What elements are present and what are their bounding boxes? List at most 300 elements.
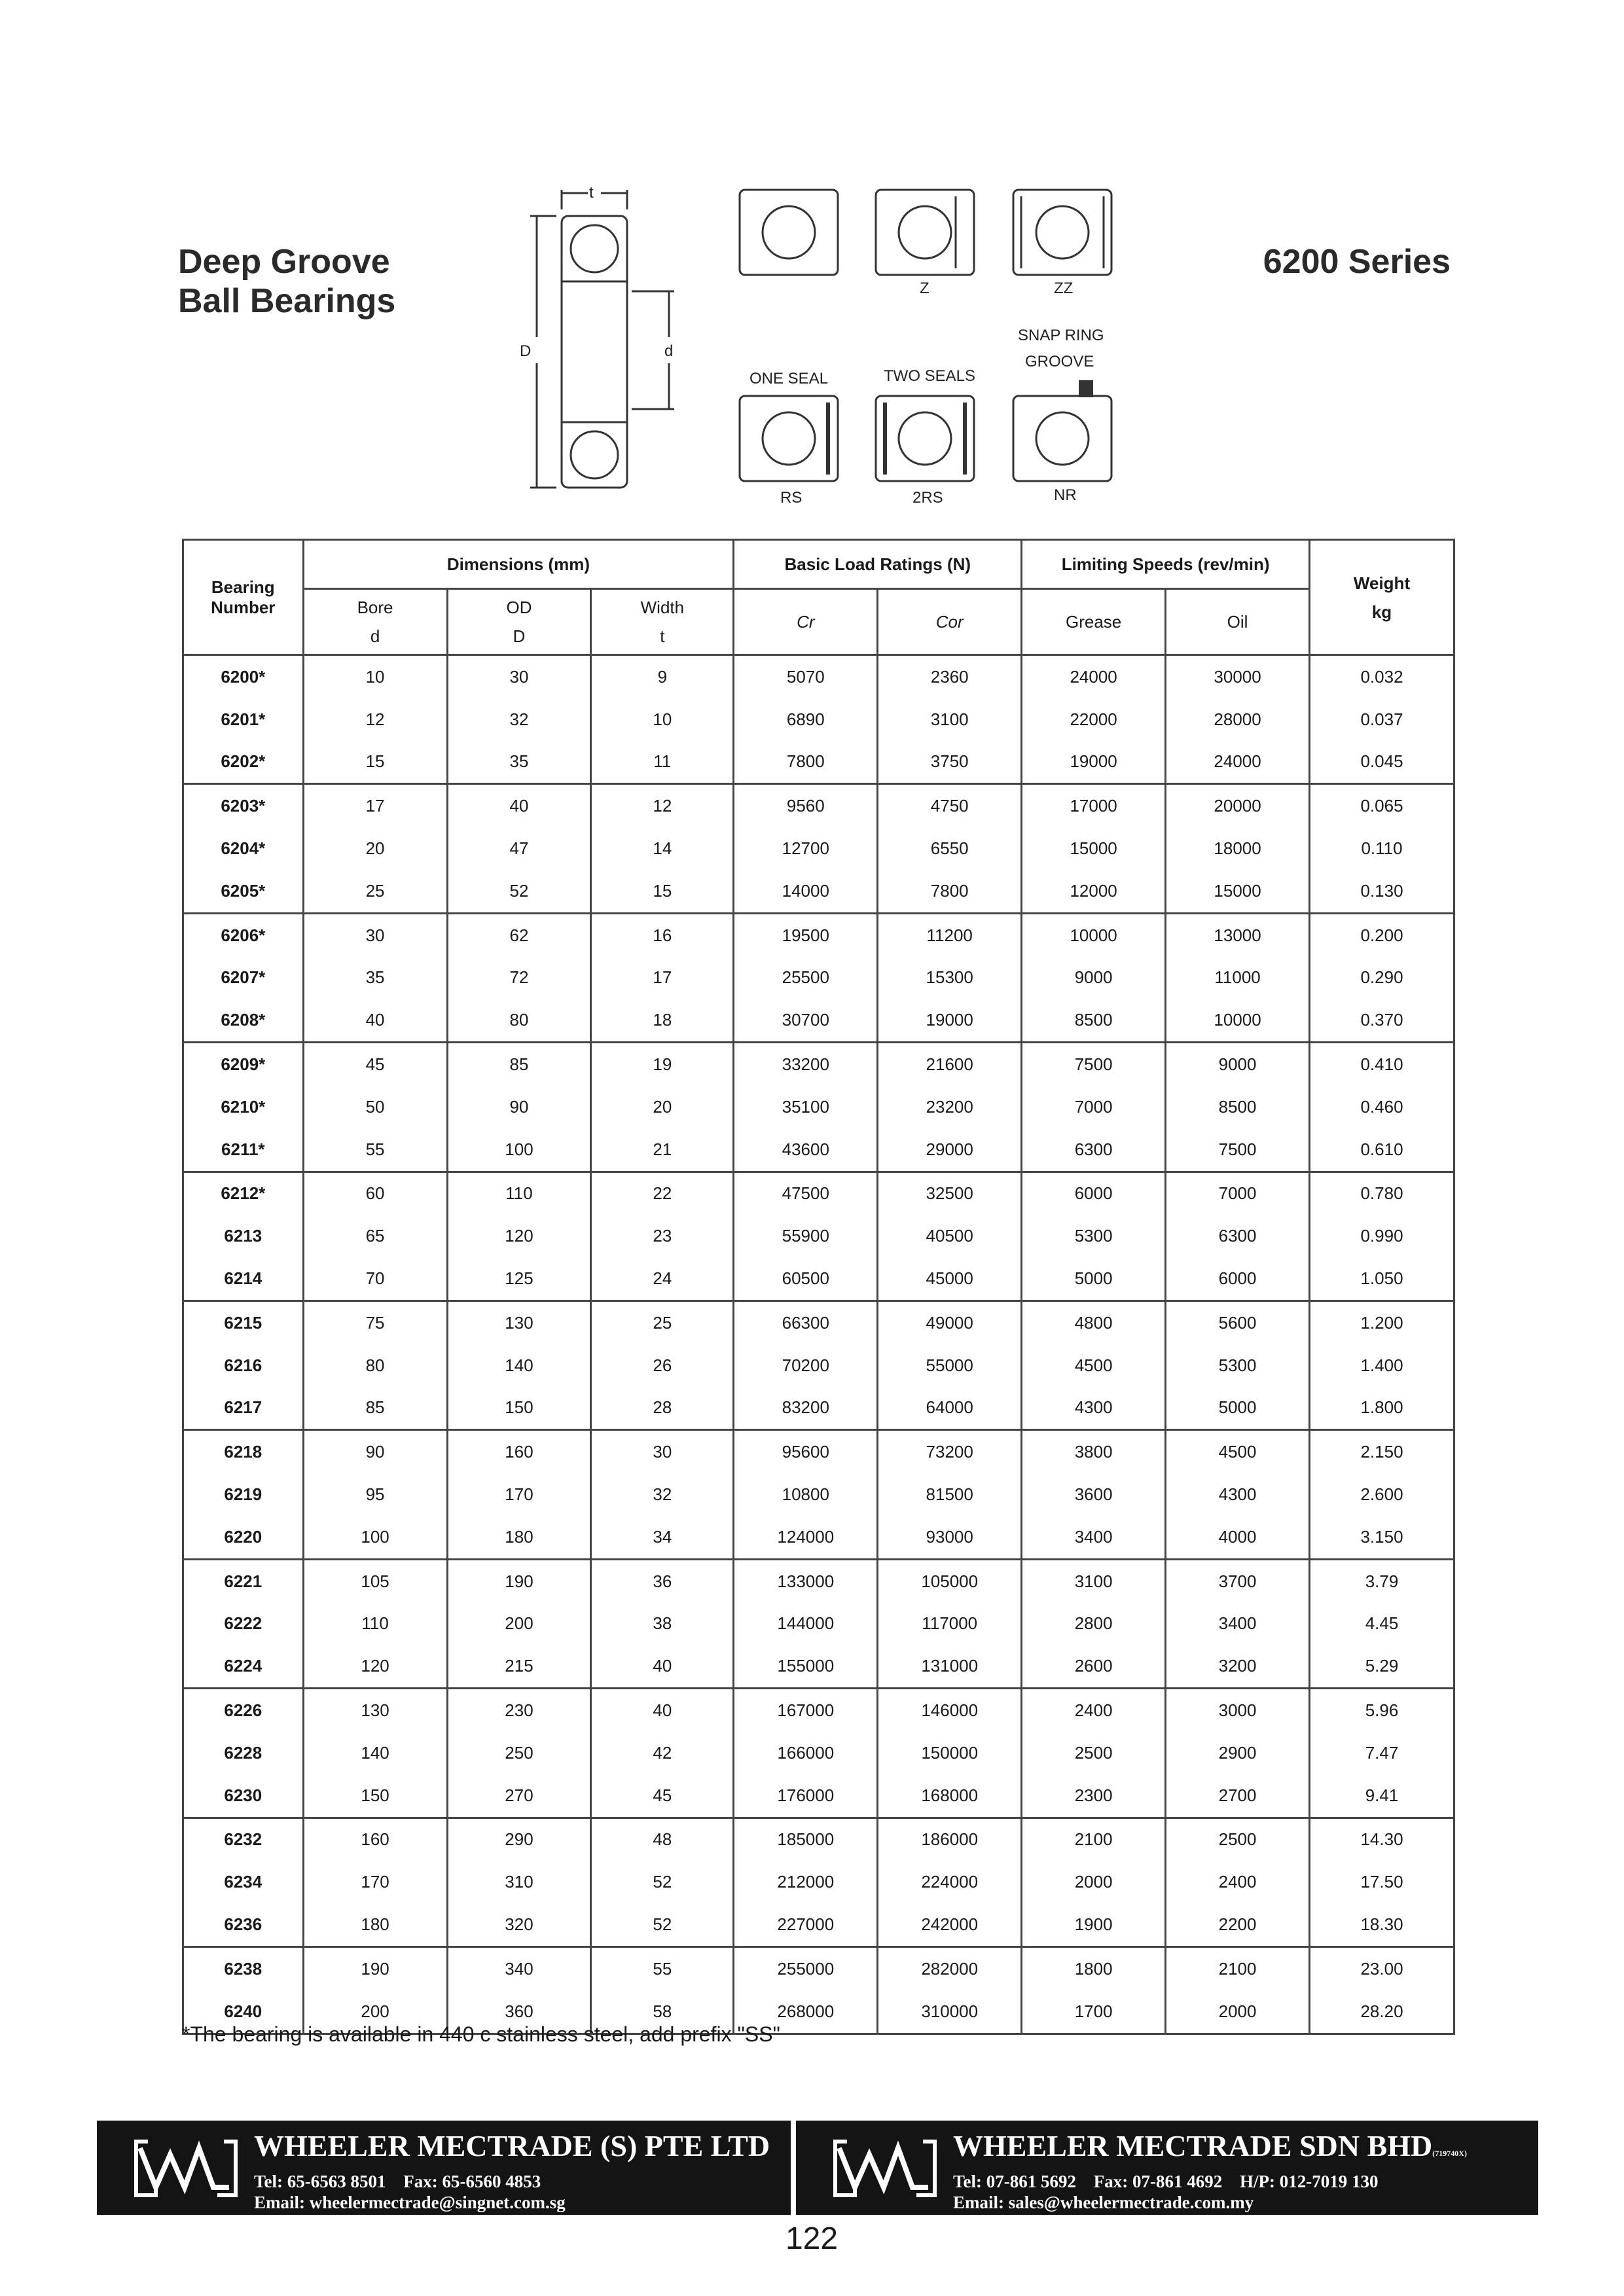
table-row [183, 827, 1454, 870]
upper-ball [571, 225, 618, 272]
cell-bore: 15 [303, 741, 447, 784]
page-title [178, 242, 395, 321]
cell-oil: 13000 [1166, 913, 1310, 956]
hp-my: H/P: 012-7019 130 [1239, 2172, 1379, 2191]
table-row [183, 1430, 1454, 1473]
cell-num: 6205* [183, 870, 304, 913]
cell-cor: 81500 [878, 1473, 1022, 1516]
footer-malaysia [796, 2121, 1538, 2215]
header-bore [303, 589, 447, 655]
header-bearing-number: Bearing Number [183, 540, 304, 655]
cell-oil: 9000 [1166, 1043, 1310, 1086]
cell-bore: 180 [303, 1903, 447, 1946]
cell-cor: 105000 [878, 1559, 1022, 1602]
cell-od: 290 [447, 1818, 591, 1861]
header-cr [734, 589, 878, 655]
cell-cr: 155000 [734, 1645, 878, 1688]
cell-width: 19 [591, 1043, 734, 1086]
cell-oil: 7000 [1166, 1172, 1310, 1215]
cell-weight: 17.50 [1310, 1861, 1454, 1903]
table-row [183, 1387, 1454, 1430]
cell-bore: 25 [303, 870, 447, 913]
cell-num: 6226 [183, 1689, 304, 1732]
nr-label: NR [1054, 486, 1077, 504]
cell-od: 340 [447, 1946, 591, 1990]
cell-grease: 7500 [1022, 1043, 1166, 1086]
cell-oil: 2200 [1166, 1903, 1310, 1946]
company-reg-no: (719740X) [1432, 2149, 1467, 2158]
fax-sg: Fax: 65-6560 4853 [403, 2172, 541, 2191]
cell-width: 40 [591, 1645, 734, 1688]
cell-num: 6230 [183, 1774, 304, 1818]
cell-width: 10 [591, 698, 734, 741]
header-weight [1310, 540, 1454, 655]
nr-variant [1013, 396, 1111, 481]
cell-oil: 11000 [1166, 957, 1310, 999]
cell-od: 140 [447, 1344, 591, 1387]
cell-grease: 19000 [1022, 741, 1166, 784]
cell-weight: 9.41 [1310, 1774, 1454, 1818]
cell-num: 6206* [183, 913, 304, 956]
cell-cr: 185000 [734, 1818, 878, 1861]
table-body [183, 655, 1454, 2034]
cell-width: 42 [591, 1732, 734, 1774]
contact-phone-my [953, 2172, 1378, 2192]
cell-od: 170 [447, 1473, 591, 1516]
cell-weight: 14.30 [1310, 1818, 1454, 1861]
cell-cor: 73200 [878, 1430, 1022, 1473]
cell-oil: 10000 [1166, 999, 1310, 1042]
cell-num: 6224 [183, 1645, 304, 1688]
cell-grease: 17000 [1022, 784, 1166, 827]
cell-cr: 6890 [734, 698, 878, 741]
cell-width: 25 [591, 1300, 734, 1344]
cell-num: 6202* [183, 741, 304, 784]
cell-cr: 95600 [734, 1430, 878, 1473]
cell-num: 6200* [183, 655, 304, 698]
open-variant [740, 190, 838, 275]
cell-cor: 186000 [878, 1818, 1022, 1861]
cell-bore: 100 [303, 1516, 447, 1559]
cell-oil: 3700 [1166, 1559, 1310, 1602]
cell-width: 17 [591, 957, 734, 999]
cell-grease: 22000 [1022, 698, 1166, 741]
zz-label: ZZ [1054, 279, 1074, 297]
cell-oil: 24000 [1166, 741, 1310, 784]
cell-width: 22 [591, 1172, 734, 1215]
cell-od: 90 [447, 1086, 591, 1128]
cell-cor: 150000 [878, 1732, 1022, 1774]
cell-bore: 60 [303, 1172, 447, 1215]
one-seal-label: ONE SEAL [749, 370, 829, 387]
snap-ring-mark [1079, 380, 1093, 397]
header-cor [878, 589, 1022, 655]
cell-num: 6211* [183, 1128, 304, 1172]
cell-cor: 29000 [878, 1128, 1022, 1172]
cell-oil: 2700 [1166, 1774, 1310, 1818]
cell-grease: 10000 [1022, 913, 1166, 956]
cell-width: 36 [591, 1559, 734, 1602]
cell-weight: 1.400 [1310, 1344, 1454, 1387]
cell-width: 55 [591, 1946, 734, 1990]
cell-weight: 0.130 [1310, 870, 1454, 913]
z-variant [876, 190, 974, 275]
table-row [183, 1732, 1454, 1774]
cell-num: 6203* [183, 784, 304, 827]
cell-oil: 2000 [1166, 1990, 1310, 2034]
cell-cor: 4750 [878, 784, 1022, 827]
cell-width: 12 [591, 784, 734, 827]
cell-cr: 255000 [734, 1946, 878, 1990]
cell-width: 16 [591, 913, 734, 956]
cell-oil: 2500 [1166, 1818, 1310, 1861]
cell-cr: 10800 [734, 1473, 878, 1516]
title-line-1: Deep Groove [178, 243, 390, 281]
cell-grease: 2400 [1022, 1689, 1166, 1732]
cell-cr: 268000 [734, 1990, 878, 2034]
cell-bore: 30 [303, 913, 447, 956]
table-row [183, 698, 1454, 741]
table-row [183, 1215, 1454, 1257]
cell-weight: 0.780 [1310, 1172, 1454, 1215]
cell-num: 6236 [183, 1903, 304, 1946]
table-row [183, 1559, 1454, 1602]
cell-bore: 95 [303, 1473, 447, 1516]
cell-cor: 3750 [878, 741, 1022, 784]
cell-bore: 75 [303, 1300, 447, 1344]
cell-oil: 4000 [1166, 1516, 1310, 1559]
cell-oil: 28000 [1166, 698, 1310, 741]
header-cor-label: Cor [935, 611, 964, 632]
cell-cr: 83200 [734, 1387, 878, 1430]
cell-weight: 4.45 [1310, 1603, 1454, 1645]
table-row [183, 1603, 1454, 1645]
cell-oil: 5300 [1166, 1344, 1310, 1387]
cell-cor: 93000 [878, 1516, 1022, 1559]
cell-bore: 105 [303, 1559, 447, 1602]
cell-cor: 282000 [878, 1946, 1022, 1990]
cell-cr: 12700 [734, 827, 878, 870]
table-row [183, 870, 1454, 913]
header-width-label: Width [640, 598, 685, 617]
cell-od: 360 [447, 1990, 591, 2034]
table-row [183, 1689, 1454, 1732]
cell-oil: 6300 [1166, 1215, 1310, 1257]
header-bore-label: Bore [357, 598, 393, 617]
cell-od: 52 [447, 870, 591, 913]
cell-bore: 12 [303, 698, 447, 741]
table-row [183, 1300, 1454, 1344]
cell-oil: 30000 [1166, 655, 1310, 698]
cell-bore: 160 [303, 1818, 447, 1861]
cell-num: 6216 [183, 1344, 304, 1387]
2rs-label: 2RS [912, 489, 943, 507]
table-row [183, 1645, 1454, 1688]
cell-oil: 2400 [1166, 1861, 1310, 1903]
cell-num: 6212* [183, 1172, 304, 1215]
bearing-diagram [497, 167, 1126, 517]
cell-width: 9 [591, 655, 734, 698]
cell-od: 47 [447, 827, 591, 870]
cell-width: 26 [591, 1344, 734, 1387]
cell-grease: 7000 [1022, 1086, 1166, 1128]
cell-cr: 9560 [734, 784, 878, 827]
cell-cr: 167000 [734, 1689, 878, 1732]
company-footer [97, 2121, 1538, 2215]
zz-variant [1013, 190, 1111, 275]
cell-cor: 3100 [878, 698, 1022, 741]
2rs-variant [876, 396, 974, 481]
cell-cor: 310000 [878, 1990, 1022, 2034]
header-basic-load: Basic Load Ratings (N) [734, 540, 1022, 589]
cell-weight: 0.610 [1310, 1128, 1454, 1172]
cell-weight: 18.30 [1310, 1903, 1454, 1946]
cell-weight: 5.29 [1310, 1645, 1454, 1688]
cell-num: 6220 [183, 1516, 304, 1559]
cell-weight: 3.79 [1310, 1559, 1454, 1602]
cell-weight: 0.200 [1310, 913, 1454, 956]
cell-weight: 0.460 [1310, 1086, 1454, 1128]
cell-cor: 168000 [878, 1774, 1022, 1818]
company-name-sg: WHEELER MECTRADE (S) PTE LTD [254, 2129, 770, 2162]
cell-bore: 120 [303, 1645, 447, 1688]
tel-my: Tel: 07-861 5692 [953, 2172, 1076, 2191]
cell-grease: 4300 [1022, 1387, 1166, 1430]
cell-cr: 5070 [734, 655, 878, 698]
cell-od: 190 [447, 1559, 591, 1602]
dim-d-label: d [664, 342, 674, 360]
cell-num: 6240 [183, 1990, 304, 2034]
cell-cor: 55000 [878, 1344, 1022, 1387]
cell-od: 130 [447, 1300, 591, 1344]
cell-grease: 2300 [1022, 1774, 1166, 1818]
cell-cr: 176000 [734, 1774, 878, 1818]
cell-oil: 2900 [1166, 1732, 1310, 1774]
table-row [183, 1516, 1454, 1559]
cell-cr: 47500 [734, 1172, 878, 1215]
cell-width: 15 [591, 870, 734, 913]
cell-od: 40 [447, 784, 591, 827]
table-row [183, 1086, 1454, 1128]
cell-od: 85 [447, 1043, 591, 1086]
cell-bore: 90 [303, 1430, 447, 1473]
wm-logo-icon [134, 2139, 238, 2198]
cell-bore: 200 [303, 1990, 447, 2034]
cell-cr: 70200 [734, 1344, 878, 1387]
cell-od: 180 [447, 1516, 591, 1559]
cell-grease: 6300 [1022, 1128, 1166, 1172]
cell-width: 38 [591, 1603, 734, 1645]
cell-grease: 24000 [1022, 655, 1166, 698]
cell-num: 6208* [183, 999, 304, 1042]
cell-weight: 0.037 [1310, 698, 1454, 741]
cell-od: 120 [447, 1215, 591, 1257]
cell-width: 18 [591, 999, 734, 1042]
cell-grease: 2500 [1022, 1732, 1166, 1774]
z-label: Z [920, 279, 929, 297]
cell-bore: 140 [303, 1732, 447, 1774]
bearing-spec-table [182, 539, 1455, 2035]
contact-phone-sg [254, 2172, 541, 2192]
cell-cr: 19500 [734, 913, 878, 956]
table-row [183, 1344, 1454, 1387]
cell-bore: 130 [303, 1689, 447, 1732]
table-row [183, 741, 1454, 784]
cell-cr: 133000 [734, 1559, 878, 1602]
cell-cr: 43600 [734, 1128, 878, 1172]
cell-od: 150 [447, 1387, 591, 1430]
header-dimensions: Dimensions (mm) [303, 540, 734, 589]
cell-oil: 3200 [1166, 1645, 1310, 1688]
cell-width: 52 [591, 1903, 734, 1946]
cell-width: 40 [591, 1689, 734, 1732]
table-row [183, 1903, 1454, 1946]
cell-cor: 2360 [878, 655, 1022, 698]
header-limiting-speeds: Limiting Speeds (rev/min) [1022, 540, 1310, 589]
table-row [183, 913, 1454, 956]
cell-oil: 5600 [1166, 1300, 1310, 1344]
cell-cr: 166000 [734, 1732, 878, 1774]
table-row [183, 999, 1454, 1042]
table-row [183, 655, 1454, 698]
cell-bore: 10 [303, 655, 447, 698]
cell-bore: 65 [303, 1215, 447, 1257]
cell-cr: 33200 [734, 1043, 878, 1086]
cell-grease: 3100 [1022, 1559, 1166, 1602]
cell-bore: 170 [303, 1861, 447, 1903]
table-row [183, 1128, 1454, 1172]
cell-width: 28 [591, 1387, 734, 1430]
cell-weight: 23.00 [1310, 1946, 1454, 1990]
cell-bore: 80 [303, 1344, 447, 1387]
cell-od: 270 [447, 1774, 591, 1818]
header-grease: Grease [1022, 589, 1166, 655]
cell-cr: 14000 [734, 870, 878, 913]
company-name-my [953, 2128, 1467, 2163]
cell-num: 6228 [183, 1732, 304, 1774]
cell-grease: 15000 [1022, 827, 1166, 870]
header-od-label: OD [506, 598, 532, 617]
cell-grease: 1800 [1022, 1946, 1166, 1990]
cell-od: 250 [447, 1732, 591, 1774]
cell-weight: 0.032 [1310, 655, 1454, 698]
cell-oil: 15000 [1166, 870, 1310, 913]
cell-weight: 5.96 [1310, 1689, 1454, 1732]
dim-D-label: D [520, 342, 532, 360]
cell-cor: 117000 [878, 1603, 1022, 1645]
cell-cor: 131000 [878, 1645, 1022, 1688]
cell-oil: 20000 [1166, 784, 1310, 827]
table-row [183, 1172, 1454, 1215]
cell-od: 215 [447, 1645, 591, 1688]
cell-od: 35 [447, 741, 591, 784]
cell-grease: 4500 [1022, 1344, 1166, 1387]
cell-num: 6217 [183, 1387, 304, 1430]
email-my[interactable]: Email: sales@wheelermectrade.com.my [953, 2193, 1254, 2212]
cell-cr: 55900 [734, 1215, 878, 1257]
cell-bore: 110 [303, 1603, 447, 1645]
cell-grease: 5000 [1022, 1257, 1166, 1300]
cell-cr: 35100 [734, 1086, 878, 1128]
table-row [183, 1818, 1454, 1861]
stainless-footnote: *The bearing is available in 440 c stainless steel, add prefix "SS" [182, 2022, 780, 2046]
header-weight-unit: kg [1371, 601, 1392, 622]
cell-weight: 0.990 [1310, 1215, 1454, 1257]
cell-cor: 146000 [878, 1689, 1022, 1732]
cell-num: 6213 [183, 1215, 304, 1257]
cell-oil: 3000 [1166, 1689, 1310, 1732]
cell-weight: 0.045 [1310, 741, 1454, 784]
cell-bore: 150 [303, 1774, 447, 1818]
cell-weight: 2.150 [1310, 1430, 1454, 1473]
footer-singapore [97, 2121, 791, 2215]
cell-num: 6215 [183, 1300, 304, 1344]
header-od [447, 589, 591, 655]
cell-od: 110 [447, 1172, 591, 1215]
lower-ball [571, 431, 618, 478]
cell-cor: 242000 [878, 1903, 1022, 1946]
cell-width: 21 [591, 1128, 734, 1172]
cell-width: 23 [591, 1215, 734, 1257]
cell-grease: 5300 [1022, 1215, 1166, 1257]
cell-weight: 1.800 [1310, 1387, 1454, 1430]
cell-weight: 2.600 [1310, 1473, 1454, 1516]
rs-label: RS [780, 489, 803, 507]
cell-grease: 8500 [1022, 999, 1166, 1042]
cell-num: 6219 [183, 1473, 304, 1516]
cell-bore: 55 [303, 1128, 447, 1172]
cell-cor: 32500 [878, 1172, 1022, 1215]
cell-num: 6232 [183, 1818, 304, 1861]
cell-oil: 8500 [1166, 1086, 1310, 1128]
cell-grease: 1700 [1022, 1990, 1166, 2034]
cell-bore: 50 [303, 1086, 447, 1128]
cell-cor: 40500 [878, 1215, 1022, 1257]
cell-grease: 3400 [1022, 1516, 1166, 1559]
cell-od: 320 [447, 1903, 591, 1946]
table-row [183, 1861, 1454, 1903]
header-width [591, 589, 734, 655]
cell-cr: 25500 [734, 957, 878, 999]
cell-oil: 6000 [1166, 1257, 1310, 1300]
cell-bore: 40 [303, 999, 447, 1042]
cell-weight: 28.20 [1310, 1990, 1454, 2034]
table-row [183, 1043, 1454, 1086]
email-sg[interactable]: Email: wheelermectrade@singnet.com.sg [254, 2193, 566, 2212]
cell-od: 72 [447, 957, 591, 999]
cell-od: 125 [447, 1257, 591, 1300]
cell-weight: 0.370 [1310, 999, 1454, 1042]
cell-grease: 2100 [1022, 1818, 1166, 1861]
cell-grease: 4800 [1022, 1300, 1166, 1344]
table-row [183, 1774, 1454, 1818]
cell-num: 6221 [183, 1559, 304, 1602]
cell-weight: 1.050 [1310, 1257, 1454, 1300]
cell-width: 45 [591, 1774, 734, 1818]
cell-cor: 64000 [878, 1387, 1022, 1430]
cell-weight: 0.110 [1310, 827, 1454, 870]
cell-cor: 49000 [878, 1300, 1022, 1344]
table-row [183, 1257, 1454, 1300]
cell-od: 200 [447, 1603, 591, 1645]
fax-my: Fax: 07-861 4692 [1093, 2172, 1223, 2191]
cell-weight: 0.290 [1310, 957, 1454, 999]
cell-oil: 4300 [1166, 1473, 1310, 1516]
cell-weight: 7.47 [1310, 1732, 1454, 1774]
title-line-2: Ball Bearings [178, 282, 396, 320]
cell-oil: 2100 [1166, 1946, 1310, 1990]
cell-cr: 66300 [734, 1300, 878, 1344]
